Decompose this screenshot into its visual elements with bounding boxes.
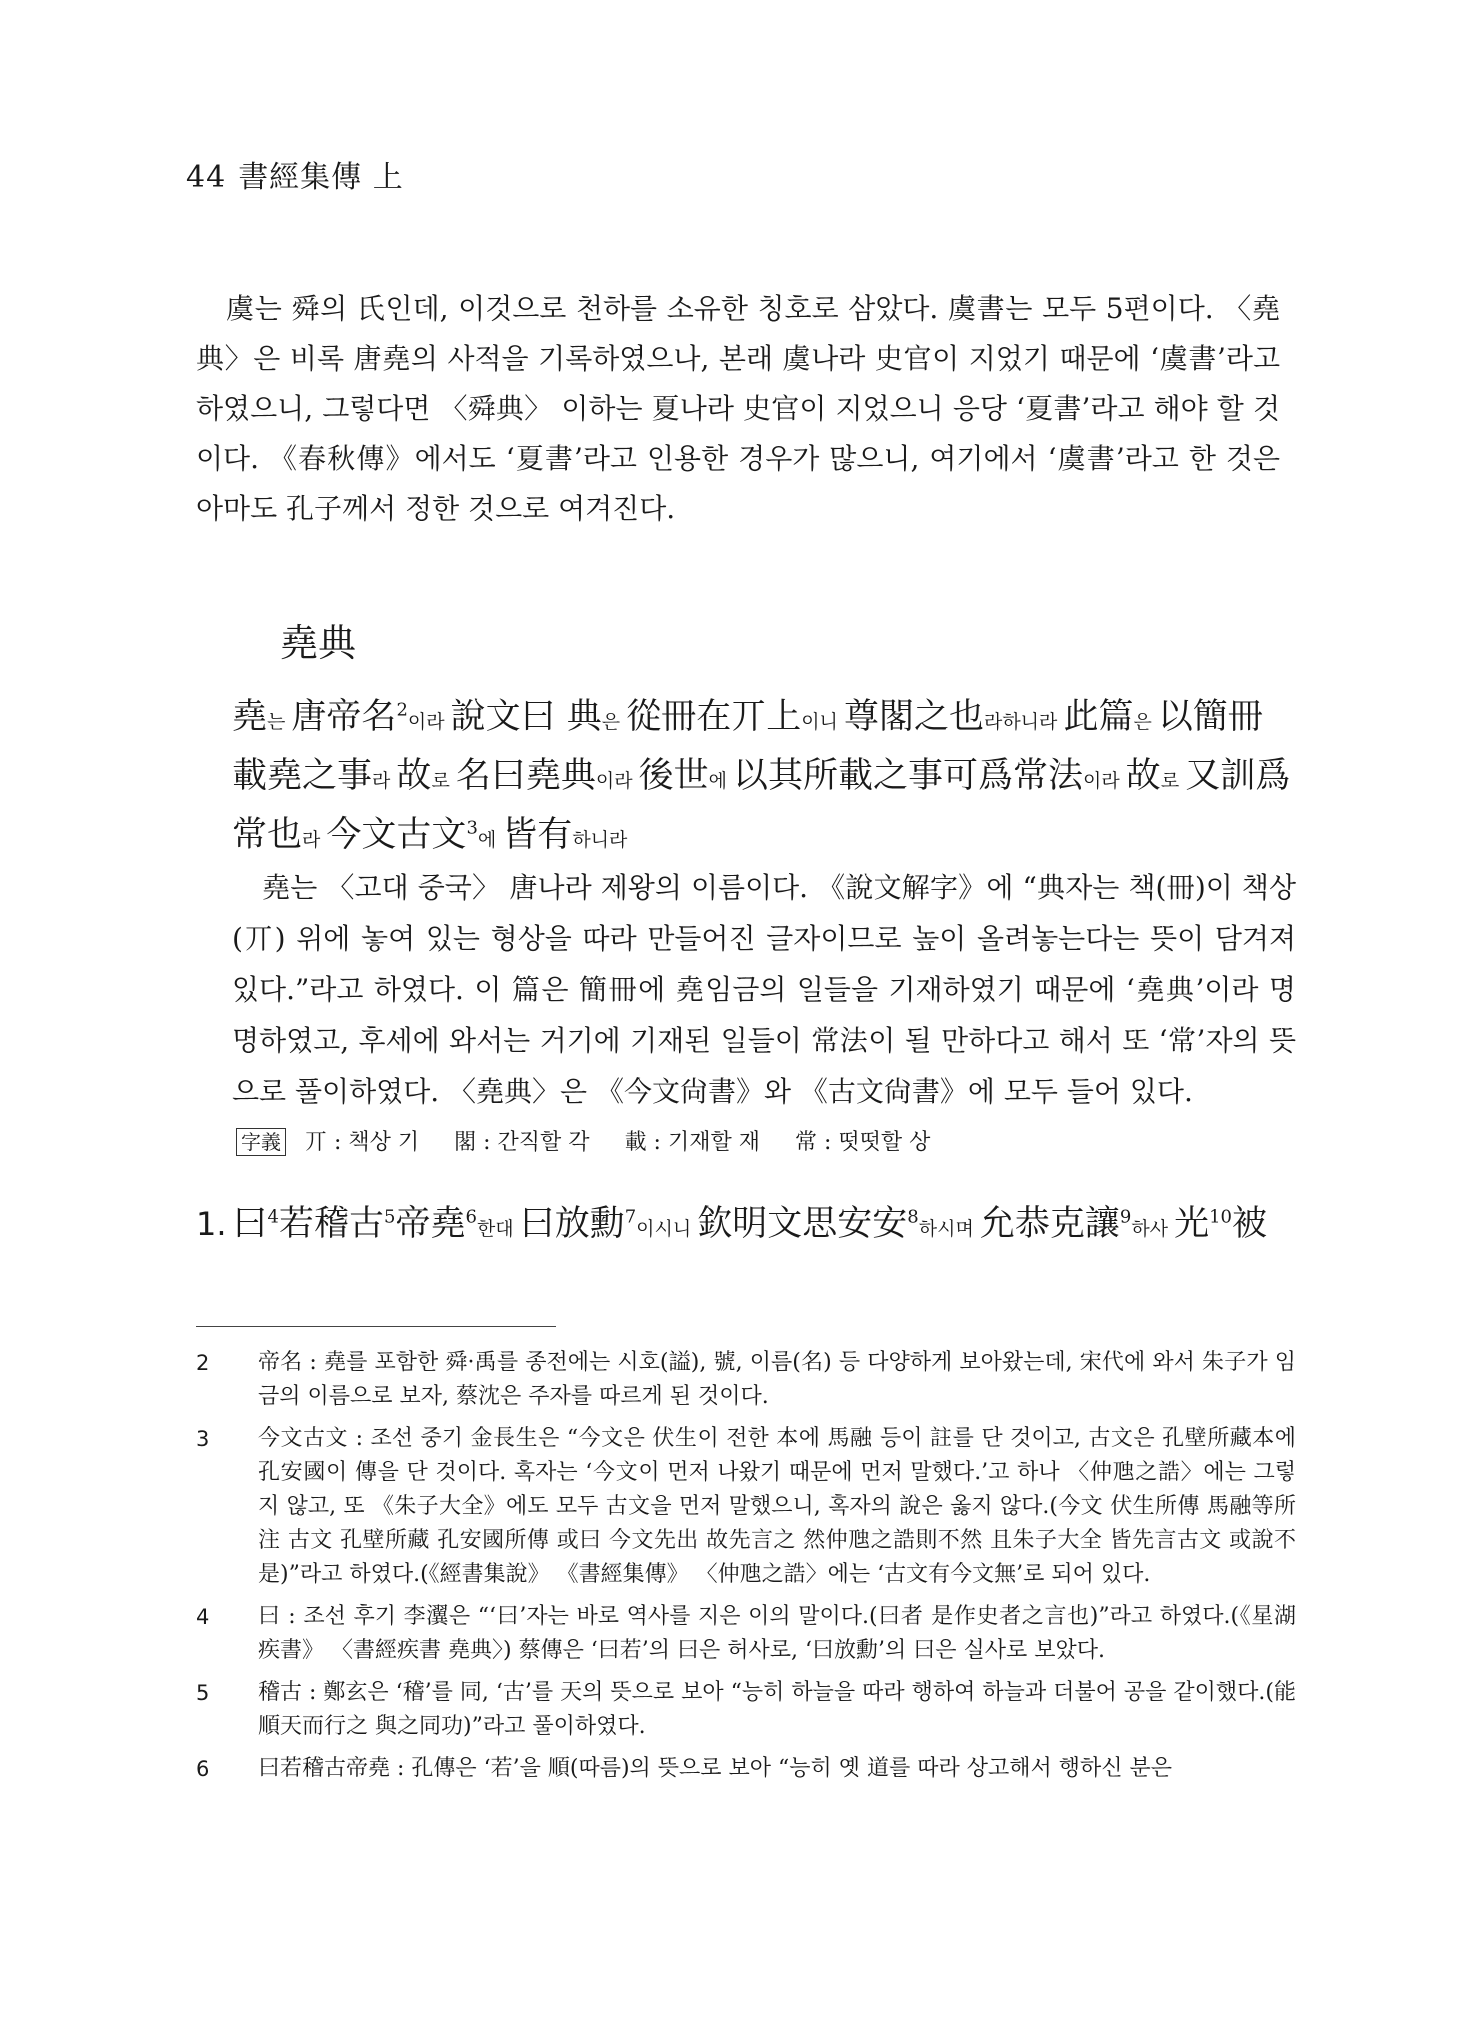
glossary-item: 丌 : 책상 기	[305, 1130, 420, 1155]
hangul-particle: 라	[372, 770, 397, 792]
classic-text	[232, 690, 1296, 867]
hangul-particle: 는	[267, 711, 292, 733]
footnote-text: 稽古 : 鄭玄은 ‘稽’를 同, ‘古’를 天의 뜻으로 보아 “능히 하늘을 따라 행하여 하늘과 더불어 공을 같이했다.(能順天而行之 與之同功)”라고 풀이하였다.	[258, 1680, 1296, 1739]
glossary-label: 字義	[236, 1128, 286, 1156]
footnote-ref: 7	[624, 1206, 637, 1228]
footnote-text: 帝名 : 堯를 포함한 舜·禹를 종전에는 시호(謚), 號, 이름(名) 등 다양하게 보아왔는데, 宋代에 와서 朱子가 임금의 이름으로 보자, 蔡沈은 주자를 따르게 된 것이다.	[258, 1350, 1296, 1409]
footnote-text: 曰若稽古帝堯 : 孔傳은 ‘若’을 順(따름)의 뜻으로 보아 “능히 옛 道를 따라 상고해서 행하신 분은	[258, 1756, 1173, 1781]
hangul-particle: 이라	[1083, 770, 1126, 792]
hanja-text: 若稽古	[279, 1204, 385, 1244]
hangul-particle: 이니	[801, 711, 844, 733]
hangul-particle: 은	[1133, 711, 1158, 733]
hanja-text: 帝堯	[395, 1204, 466, 1244]
glossary-item: 載 : 기재할 재	[624, 1130, 760, 1155]
hangul-particle: 한대	[476, 1218, 520, 1240]
hanja-text: 故	[1125, 756, 1161, 796]
footnote	[196, 1752, 1296, 1786]
footnote	[196, 1422, 1296, 1592]
hangul-particle: 라하니라	[983, 711, 1064, 733]
footnote-number: 5	[196, 1681, 210, 1705]
word-glossary	[236, 1126, 1296, 1160]
footnote-number: 2	[196, 1351, 210, 1375]
footnote-number: 4	[196, 1605, 210, 1629]
hanja-text: 皆有	[502, 815, 573, 855]
hangul-particle: 은	[601, 711, 627, 733]
footnote-ref: 10	[1209, 1206, 1232, 1228]
page-header	[186, 152, 404, 196]
hangul-particle: 라	[302, 829, 327, 851]
footnote	[196, 1676, 1296, 1744]
hanja-text: 以其所載之事可爲常法	[733, 756, 1084, 796]
hanja-text: 光	[1174, 1204, 1210, 1244]
footnote	[196, 1346, 1296, 1414]
footnote	[196, 1600, 1296, 1668]
hanja-text: 被	[1231, 1204, 1267, 1244]
footnote-ref: 5	[384, 1206, 396, 1228]
hanja-text: 此篇	[1063, 697, 1134, 737]
hangul-particle: 로	[431, 770, 456, 792]
footnotes	[196, 1346, 1296, 1794]
page-number: 44	[186, 160, 227, 195]
footnote-ref: 3	[466, 817, 478, 839]
footnote-text: 今文古文 : 조선 중기 金長生은 “今文은 伏生이 전한 本에 馬融 등이 註를 단 것이고, 古文은 孔壁所藏本에 孔安國이 傳을 단 것이다. 혹자는 ‘今文이 먼저 나왔기 때문에 먼저 말했다.’고 하나 〈仲虺之誥〉에는 그렇지 않고, 또 《朱子大全》에도 모두 古文을 먼저 말했으니, 혹자의 說은 옳지 않다.(今文 伏生所傳 馬融等所注 古文 孔壁所藏 孔安國所傳 或曰 今文先出 故先言之 然仲虺之誥則不然 且朱子大全 皆先言古文 或說不是)”라고 하였다.(《經書集說》 《書經集傳》 〈仲虺之誥〉에는 ‘古文有今文無’로 되어 있다.	[258, 1426, 1296, 1587]
footnote-text: 曰 : 조선 후기 李瀷은 “‘曰’자는 바로 역사를 지은 이의 말이다.(曰者 是作史者之言也)”라고 하였다.(《星湖疾書》 〈書經疾書 堯典〉) 蔡傳은 ‘曰若’의 曰은 허사로, ‘曰放勳’의 曰은 실사로 보았다.	[258, 1604, 1296, 1663]
hanja-text: 今文古文	[326, 815, 467, 855]
hangul-particle: 로	[1160, 770, 1186, 792]
glossary-item: 閣 : 간직할 각	[454, 1130, 590, 1155]
hanja-text: 曰放勳	[519, 1204, 625, 1244]
footnote-ref: 6	[465, 1206, 477, 1228]
hanja-text: 說文曰 典	[450, 697, 602, 737]
intro-text: 虞는 舜의 氏인데, 이것으로 천하를 소유한 칭호로 삼았다. 虞書는 모두 5편이다. 〈堯典〉은 비록 唐堯의 사적을 기록하였으나, 본래 虞나라 史官이 지었기 때문에 ‘虞書’라고 하였으니, 그렇다면 〈舜典〉 이하는 夏나라 史官이 지었으니 응당 ‘夏書’라고 해야 할 것이다. 《春秋傳》에서도 ‘夏書’라고 인용한 경우가 많으니, 여기에서 ‘虞書’라고 한 것은 아마도 孔子께서 정한 것으로 여겨진다.	[196, 292, 1280, 525]
hanja-text: 唐帝名	[291, 697, 397, 737]
footnote-ref: 8	[907, 1206, 919, 1228]
hanja-text: 名曰堯典	[455, 756, 596, 796]
hanja-text: 故	[396, 756, 432, 796]
translation-text: 堯는 〈고대 중국〉 唐나라 제왕의 이름이다. 《說文解字》에 “典자는 책(冊)이 책상(丌) 위에 놓여 있는 형상을 따라 만들어진 글자이므로 높이 올려놓는다는 뜻이 담겨져 있다.”라고 하였다. 이 篇은 簡冊에 堯임금의 일들을 기재하였기 때문에 ‘堯典’이라 명명하였고, 후세에 와서는 거기에 기재된 일들이 常法이 될 만하다고 해서 또 ‘常’자의 뜻으로 풀이하였다. 〈堯典〉은 《今文尙書》와 《古文尙書》에 모두 들어 있다.	[232, 871, 1296, 1108]
hanja-text: 堯	[232, 697, 268, 737]
section-title: 堯典	[280, 621, 357, 665]
hangul-particle: 이시니	[636, 1218, 698, 1240]
hangul-particle: 에	[477, 829, 503, 851]
hangul-particle: 하사	[1131, 1218, 1175, 1240]
verse-line	[196, 1196, 1296, 1257]
hangul-particle: 하니라	[572, 829, 628, 851]
hanja-text: 以簡冊載堯之事	[232, 697, 1263, 796]
hangul-particle: 이라	[595, 770, 639, 792]
hanja-text: 尊閣之也	[843, 697, 984, 737]
glossary-item: 常 : 떳떳할 상	[794, 1130, 931, 1155]
translation-paragraph	[232, 862, 1296, 1117]
footnote-ref: 4	[267, 1206, 279, 1228]
verse-number: 1.	[196, 1205, 227, 1243]
hanja-text: 後世	[638, 756, 709, 796]
hanja-text: 欽明文思安安	[697, 1204, 908, 1244]
hanja-text: 又訓爲常也	[232, 756, 1291, 855]
hangul-particle: 하시며	[918, 1218, 980, 1240]
footnote-divider	[196, 1326, 556, 1327]
intro-paragraph	[196, 284, 1280, 534]
hangul-particle: 이라	[407, 711, 451, 733]
book-title: 書經集傳 上	[238, 160, 404, 195]
footnote-number: 3	[196, 1427, 210, 1451]
hanja-text: 曰	[232, 1204, 268, 1244]
hangul-particle: 에	[708, 770, 734, 792]
verse-text	[233, 1204, 1267, 1244]
footnote-ref: 2	[396, 699, 408, 721]
footnote-ref: 9	[1119, 1206, 1132, 1228]
hanja-text: 允恭克讓	[979, 1204, 1120, 1244]
hanja-text: 從冊在丌上	[626, 697, 802, 737]
footnote-number: 6	[196, 1757, 210, 1781]
